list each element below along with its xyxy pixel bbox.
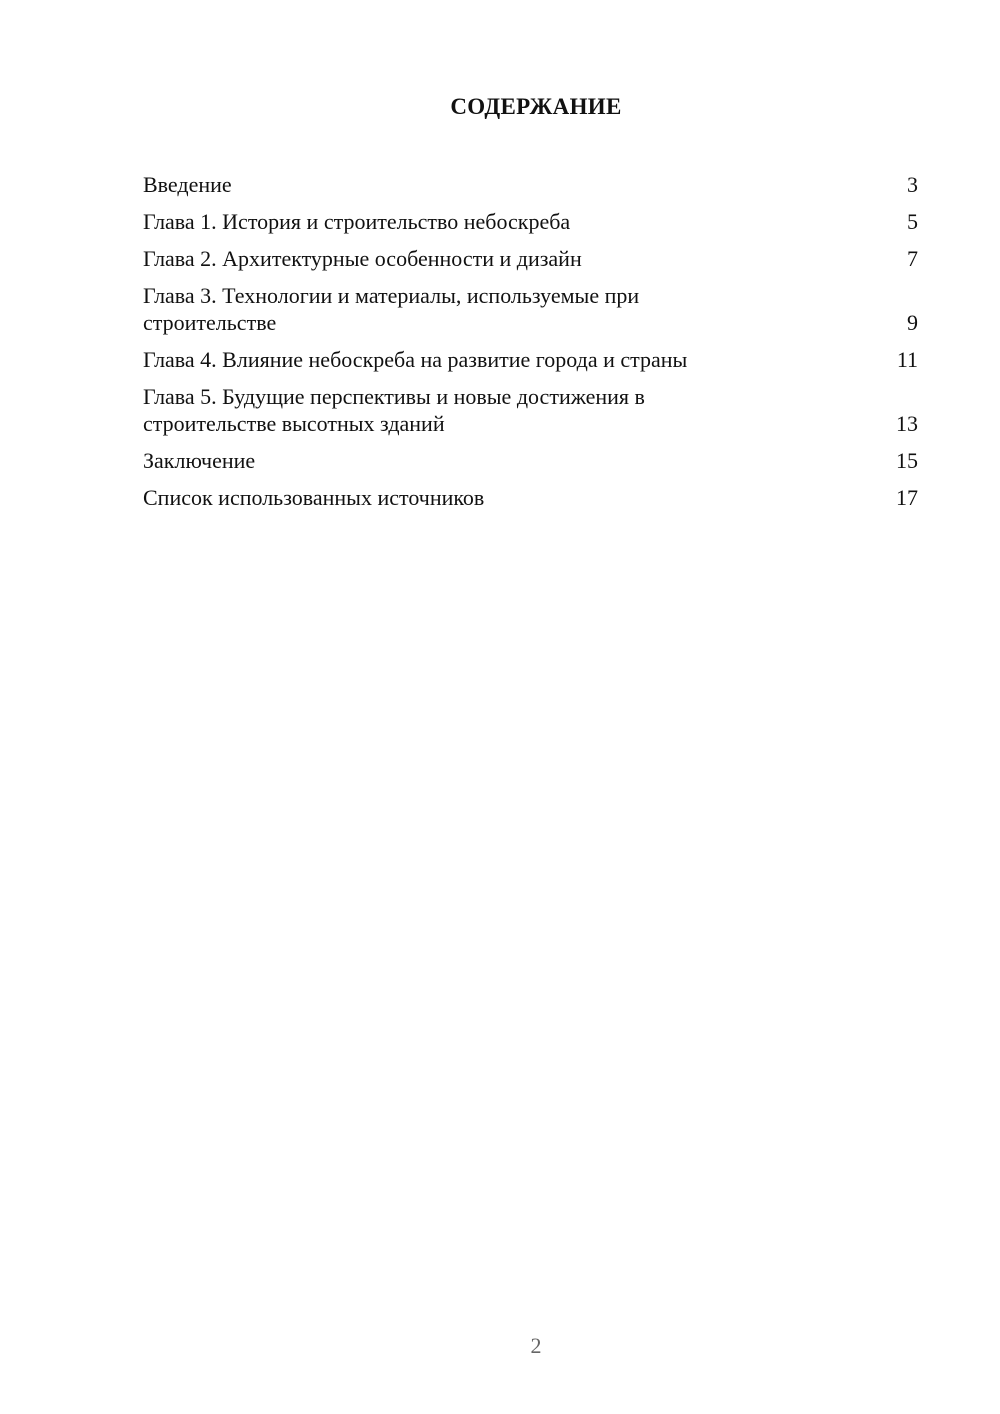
toc-entry-page: 5 <box>907 209 918 234</box>
toc-entry-page: 7 <box>907 246 918 271</box>
toc-entry-references <box>143 484 918 511</box>
toc-entry-chapter-2 <box>143 245 918 272</box>
toc-entry-title: Глава 5. Будущие перспективы и новые достижения в строительстве высотных зданий <box>143 384 645 436</box>
toc-entry-title: Глава 1. История и строительство небоскреба <box>143 209 571 234</box>
toc-entry-title: Глава 3. Технологии и материалы, используемые при строительстве <box>143 283 640 335</box>
table-of-contents <box>143 171 918 521</box>
toc-entry-chapter-4 <box>143 346 918 373</box>
toc-entry-page: 11 <box>896 347 918 372</box>
toc-entry-title: Введение <box>143 172 232 197</box>
toc-entry-page: 17 <box>896 485 918 510</box>
toc-entry-chapter-1 <box>143 208 918 235</box>
toc-entry-chapter-5 <box>143 383 918 437</box>
toc-entry-title: Глава 2. Архитектурные особенности и дизайн <box>143 246 582 271</box>
toc-entry-introduction <box>143 171 918 198</box>
page-number: 2 <box>530 1333 542 1358</box>
toc-entry-conclusion <box>143 447 918 474</box>
toc-heading: СОДЕРЖАНИЕ <box>450 94 622 119</box>
toc-entry-title: Заключение <box>143 448 256 473</box>
toc-entry-title: Список использованных источников <box>143 485 485 510</box>
toc-entry-chapter-3 <box>143 282 918 336</box>
toc-entry-page: 3 <box>907 172 918 197</box>
toc-entry-page: 9 <box>907 310 918 335</box>
toc-entry-page: 13 <box>896 411 918 436</box>
toc-entry-title: Глава 4. Влияние небоскреба на развитие города и страны <box>143 347 688 372</box>
toc-entry-page: 15 <box>896 448 918 473</box>
